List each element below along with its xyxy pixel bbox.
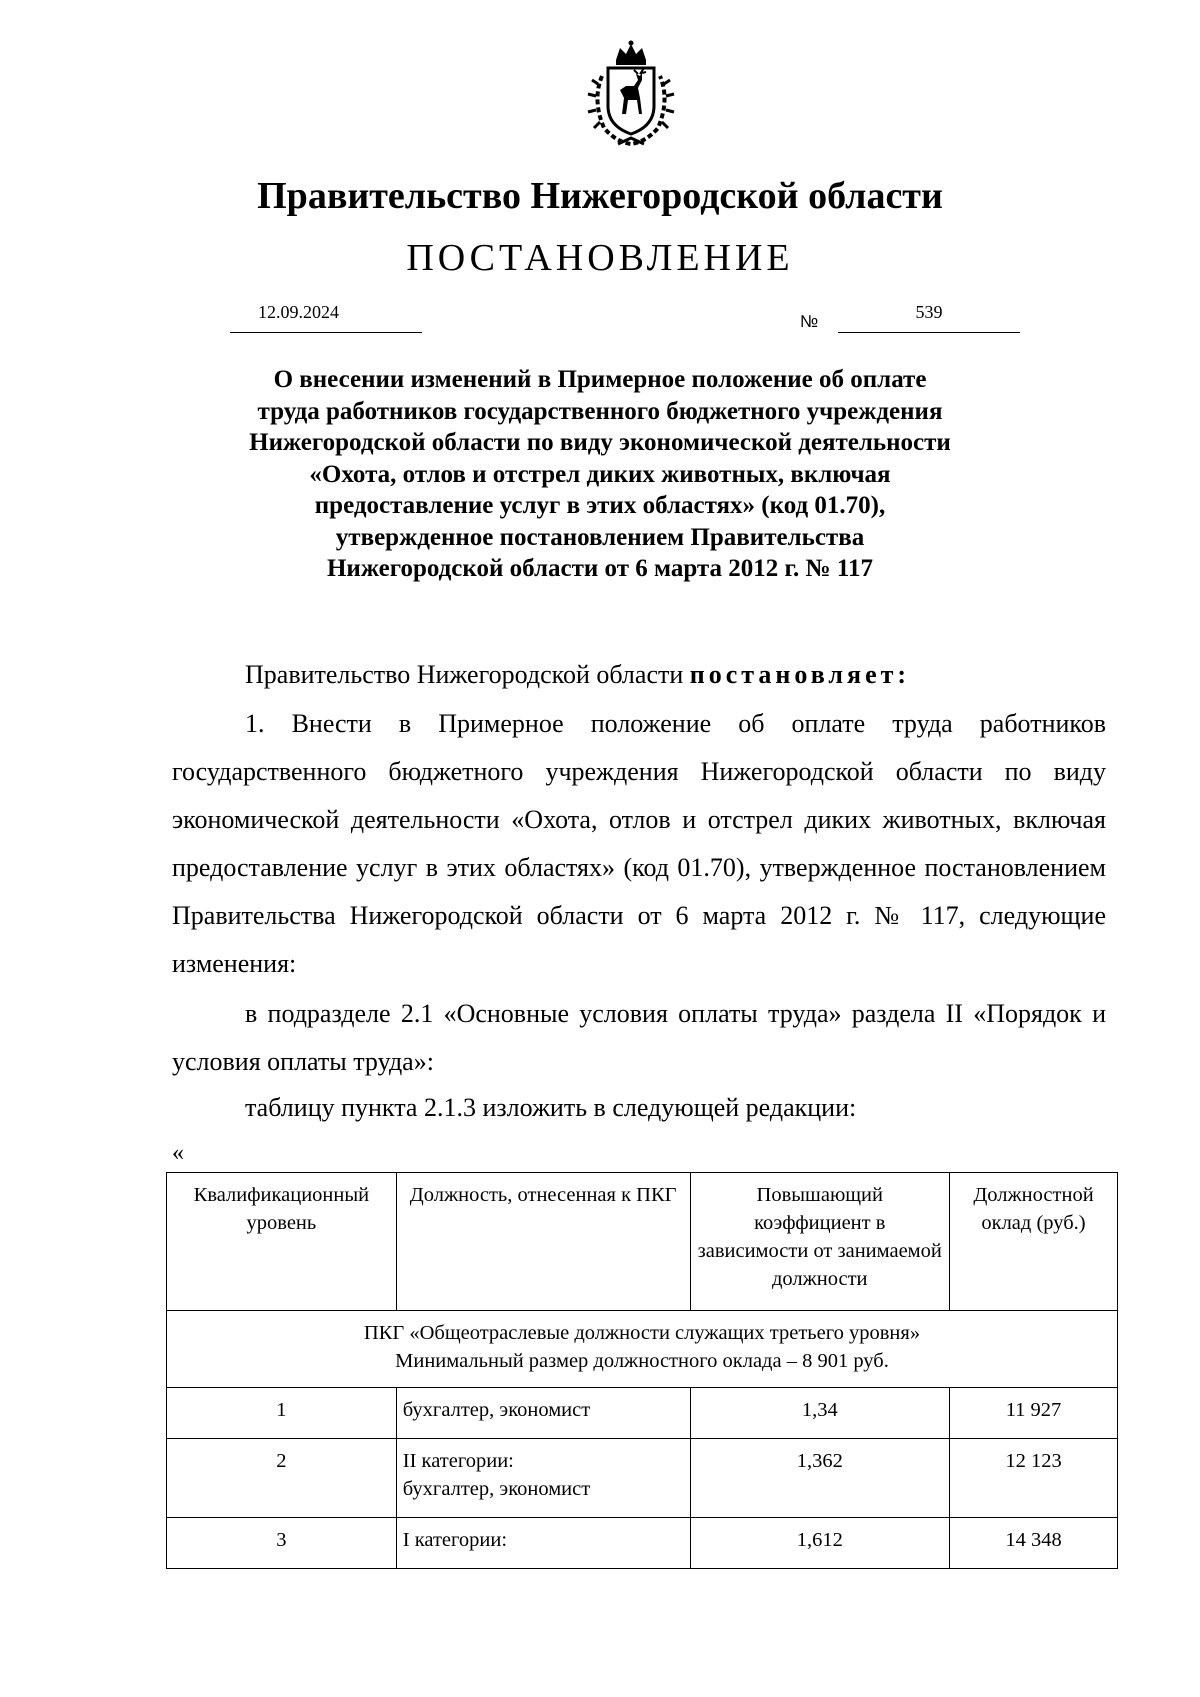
heading-line: труда работников государственного бюджетного учреждения [257, 397, 943, 425]
document-number: 539 [915, 302, 943, 322]
group-min-salary: Минимальный размер должностного оклада – 8 901 руб. [395, 1350, 889, 1372]
group-title: ПКГ «Общеотраслевые должности служащих третьего уровня» [363, 1322, 921, 1344]
header-salary: Должностной оклад (руб.) [950, 1173, 1118, 1311]
table-group-row [167, 1311, 1118, 1388]
document-heading [150, 364, 1050, 585]
heading-line: О внесении изменений в Примерное положение об оплате [273, 366, 927, 393]
number-label: № [800, 312, 819, 331]
heading-line: утвержденное постановлением Правительства [335, 523, 865, 551]
cell-salary: 12 123 [950, 1439, 1118, 1518]
cell-coefficient: 1,612 [690, 1518, 949, 1569]
position-line: II категории: [402, 1450, 514, 1472]
heading-line: Нижегородской области по виду экономической деятельности [249, 429, 951, 456]
cell-position [396, 1439, 690, 1518]
position-line: I категории: [402, 1529, 508, 1551]
intro-decree-word: постановляет: [689, 660, 911, 689]
heading-line: предоставление услуг в этих областях» (код 01.70), [314, 492, 886, 519]
cell-salary: 14 348 [950, 1518, 1118, 1569]
position-line: бухгалтер, экономист [402, 1478, 591, 1500]
intro-paragraph [245, 651, 910, 699]
paragraph-3: таблицу пункта 2.1.3 изложить в следующей редакции: [245, 1093, 857, 1122]
header-coefficient: Повышающий коэффициент в зависимости от занимаемой должности [690, 1173, 949, 1311]
paragraph-2: в подразделе 2.1 «Основные условия оплаты труда» раздела II «Порядок и условия оплаты труда»: [172, 999, 1106, 1076]
cell-position [396, 1388, 690, 1439]
cell-position [396, 1518, 690, 1569]
cell-level: 1 [167, 1388, 397, 1439]
date-field [230, 302, 422, 333]
document-date: 12.09.2024 [258, 302, 339, 322]
heading-line: Нижегородской области от 6 марта 2012 г. № 117 [326, 555, 874, 582]
coat-of-arms-icon [578, 40, 684, 150]
cell-coefficient: 1,34 [690, 1388, 949, 1439]
paragraph-1: 1. Внести в Примерное положение об оплате труда работников государственного бюджетного учреждения Нижегородской области по виду экономической деятельности «Охота, отлов и отстрел диких животных, включая предоставление услуг в этих областях» (код 01.70), утвержденное постановлением Правительства Нижегородской области от 6 марта 2012 г. № 117, следующие изменения: [172, 709, 1106, 978]
number-field [838, 302, 1020, 333]
cell-salary: 11 927 [950, 1388, 1118, 1439]
header-level: Квалификационный уровень [167, 1173, 397, 1311]
table-row [167, 1518, 1118, 1569]
cell-level: 2 [167, 1439, 397, 1518]
salary-table [166, 1172, 1118, 1569]
group-cell [167, 1311, 1118, 1388]
cell-level: 3 [167, 1518, 397, 1569]
cell-coefficient: 1,362 [690, 1439, 949, 1518]
table-header-row [167, 1173, 1118, 1311]
table-row [167, 1388, 1118, 1439]
intro-text: Правительство Нижегородской области [245, 660, 690, 689]
header-position: Должность, отнесенная к ПКГ [396, 1173, 690, 1311]
open-quote: « [172, 1140, 184, 1166]
organization-title: Правительство Нижегородской области [257, 175, 943, 217]
position-line: бухгалтер, экономист [402, 1399, 591, 1421]
heading-line: «Охота, отлов и отстрел диких животных, включая [309, 460, 891, 488]
document-type: ПОСТАНОВЛЕНИЕ [406, 237, 794, 279]
table-row [167, 1439, 1118, 1518]
